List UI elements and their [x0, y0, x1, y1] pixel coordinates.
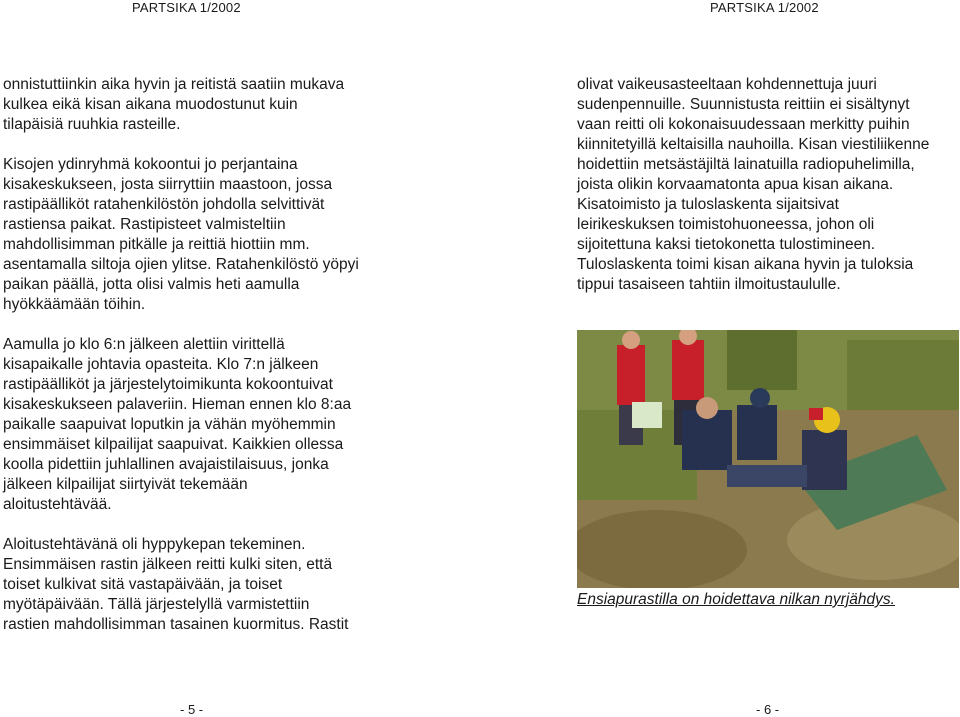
page-header: PARTSIKA 1/2002 — [710, 0, 819, 15]
page-number: - 5 - — [180, 702, 204, 717]
paragraph: Aloitustehtävänä oli hyppykepan tekeminen. Ensimmäisen rastin jälkeen reitti kulki siten, että toiset kulkivat sitä vastapäivään, ja toiset myötäpäivään. Tällä järjestelyllä varmistettiin rastien mahdollisimman tasainen kuormitus. Rastit — [3, 536, 349, 633]
left-page — [0, 0, 480, 715]
paragraph: onnistuttiinkin aika hyvin ja reitistä saatiin mukava kulkea eikä kisan aikana muodostunut kuin tilapäisiä ruuhkia rasteille. — [3, 76, 345, 133]
paragraph: Kisojen ydinryhmä kokoontui jo perjantaina kisakeskukseen, josta siirryttiin maastoon, jossa rastipäälliköt ratahenkilöstön johdolla selvittivät rastiensa paikat. Rastipisteet valmisteltiin mahdollisimman pitkälle ja reittiä hiottiin mm. asentamalla siltoja ojien ylitse. Ratahenkilöstö yöpyi paikan päällä, jotta olisi valmis heti aamulla hyökkäämään töihin. — [3, 156, 359, 313]
text-column — [577, 75, 957, 315]
first-aid-photo — [577, 330, 959, 588]
page-number: - 6 - — [756, 702, 780, 717]
paragraph: olivat vaikeusasteeltaan kohdennettuja juuri sudenpennuille. Suunnistusta reittiin ei sisältynyt vaan reitti oli kokonaisuudessaan merkitty puihin kiinnitetyillä keltaisilla nauhoilla. Kisan viestiliikenne hoidettiin metsästäjiltä lainatuilla radiopuhelimilla, joista olikin korvaamatonta apua kisan aikana. Kisatoimisto ja tuloslaskenta sijaitsivat leirikeskuksen toimistohuoneessa, johon oli sijoitettuna kaksi tietokonetta tulostimineen. Tuloslaskenta toimi kisan aikana hyvin ja tuloksia tippui tasaiseen tahtiin ilmoitustaululle. — [577, 76, 930, 293]
photo-illustration — [577, 330, 959, 588]
right-page — [480, 0, 960, 715]
photo-caption: Ensiapurastilla on hoidettava nilkan nyrjähdys. — [577, 591, 895, 608]
page-header: PARTSIKA 1/2002 — [132, 0, 241, 15]
text-column — [3, 75, 375, 655]
paragraph: Aamulla jo klo 6:n jälkeen alettiin virittellä kisapaikalle johtavia opasteita. Klo 7:n jälkeen rastipäälliköt ja järjestelytoimikunta kokoontuivat kisakeskukseen palaveriin. Hieman ennen klo 8:aa paikalle saapuivat loputkin ja vähän myöhemmin ensimmäiset kilpailijat saapuivat. Kaikkien ollessa koolla pidettiin juhlallinen avajaistilaisuus, jonka jälkeen kilpailijat siirtyivät tekemään aloitustehtävää. — [3, 336, 352, 513]
